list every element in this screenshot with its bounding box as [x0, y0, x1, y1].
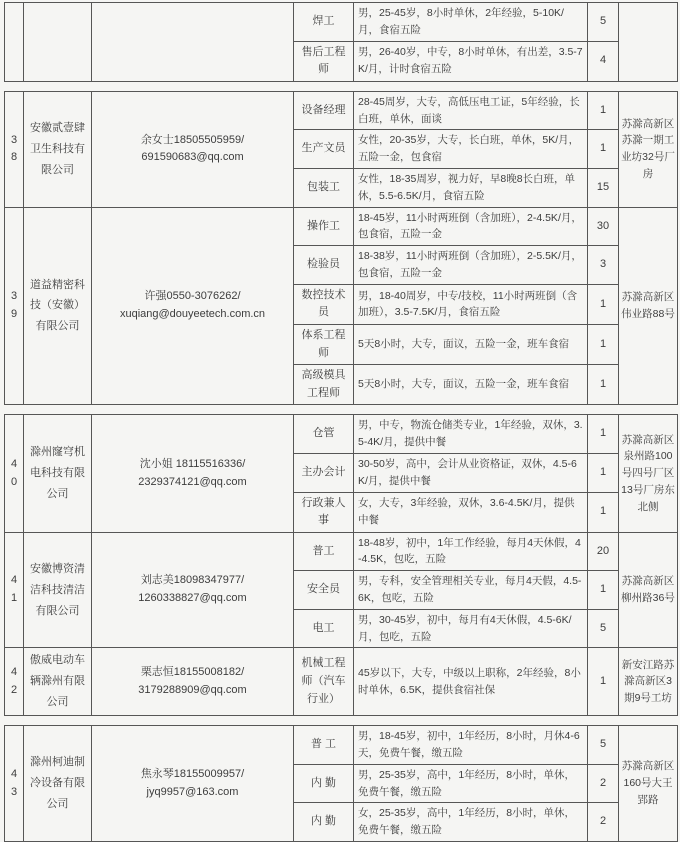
requirements-cell: 男，专科，安全管理相关专业，每月4天假，4.5-6K，包吃，五险 — [354, 571, 588, 610]
row-number-cell: 40 — [5, 415, 24, 532]
company-name-cell: 滁州柯迪制冷设备有限公司 — [24, 726, 92, 842]
headcount-cell: 2 — [588, 764, 619, 803]
headcount-cell: 1 — [588, 571, 619, 610]
company-name-cell: 滁州窿穹机电科技有限公司 — [24, 415, 92, 532]
contact-cell — [92, 415, 294, 532]
position-title-cell: 行政兼人事 — [294, 492, 354, 532]
position-title-cell: 售后工程师 — [294, 41, 354, 81]
requirements-cell: 男，18-45岁，初中，1年经历，8小时，月休4-6天，免费午餐，缴五险 — [354, 726, 588, 765]
contact-cell — [92, 532, 294, 648]
job-table-section-40-42 — [4, 414, 678, 716]
job-table-section-43 — [4, 725, 678, 842]
headcount-cell: 1 — [588, 284, 619, 324]
address-cell: 新安江路苏滁高新区3期9号工坊 — [619, 648, 678, 716]
address-cell: 苏滁高新区苏滁一期工业坊32号厂房 — [619, 91, 678, 207]
requirements-cell: 28-45周岁，大专，高低压电工证，5年经验，长白班，单休，面谈 — [354, 91, 588, 130]
position-title-cell: 安全员 — [294, 571, 354, 610]
table-row — [5, 91, 678, 130]
position-title-cell: 操作工 — [294, 207, 354, 246]
headcount-cell: 3 — [588, 246, 619, 285]
headcount-cell: 1 — [588, 324, 619, 364]
company-name-cell: 安徽贰壹肆卫生科技有限公司 — [24, 91, 92, 207]
table-row — [5, 207, 678, 246]
contact-phone: 余女士18505505959/ — [140, 133, 245, 146]
headcount-cell: 5 — [588, 726, 619, 765]
contact-email: 2329374121@qq.com — [138, 475, 247, 488]
requirements-cell: 5天8小时，大专，面议，五险一金，班车食宿 — [354, 324, 588, 364]
position-title-cell: 电工 — [294, 609, 354, 648]
requirements-cell: 女性，18-35周岁，视力好，早8晚8长白班，单休，5.5-6.5K/月，食宿五险 — [354, 168, 588, 207]
company-name-cell: 傲威电动车辆滁州有限公司 — [24, 648, 92, 716]
contact-cell — [92, 207, 294, 405]
row-number-cell: 42 — [5, 648, 24, 716]
requirements-cell: 30-50岁，高中，会计从业资格证，双休，4.5-6K/月，提供中餐 — [354, 453, 588, 492]
row-number-cell — [5, 3, 24, 82]
requirements-cell: 男，30-45岁，初中，每月有4天休假，4.5-6K/月，包吃，五险 — [354, 609, 588, 648]
headcount-cell: 2 — [588, 803, 619, 842]
position-title-cell: 内 勤 — [294, 764, 354, 803]
position-title-cell: 生产文员 — [294, 130, 354, 169]
headcount-cell: 1 — [588, 365, 619, 405]
requirements-cell: 男，18-40周岁，中专/技校，11小时两班倒（含加班），3.5-7.5K/月，食宿五险 — [354, 284, 588, 324]
contact-cell — [92, 91, 294, 207]
contact-cell — [92, 3, 294, 82]
row-number-cell: 41 — [5, 532, 24, 648]
requirements-cell: 女性，20-35岁，大专，长白班，单休，5K/月，五险一金，包食宿 — [354, 130, 588, 169]
address-cell — [619, 3, 678, 82]
contact-email: 3179288909@qq.com — [138, 683, 247, 696]
headcount-cell: 1 — [588, 415, 619, 454]
contact-phone: 刘志美18098347977/ — [140, 574, 245, 587]
position-title-cell: 内 勤 — [294, 803, 354, 842]
headcount-cell: 15 — [588, 168, 619, 207]
position-title-cell: 仓管 — [294, 415, 354, 454]
address-cell: 苏滁高新区160号大王郢路 — [619, 726, 678, 842]
table-row — [5, 415, 678, 454]
position-title-cell: 普工 — [294, 532, 354, 571]
table-body — [5, 91, 678, 405]
table-row — [5, 3, 678, 42]
table-body — [5, 415, 678, 716]
position-title-cell: 包装工 — [294, 168, 354, 207]
position-title-cell: 普 工 — [294, 726, 354, 765]
position-title-cell: 高级模具工程师 — [294, 365, 354, 405]
job-table-section-38-39 — [4, 91, 678, 406]
position-title-cell: 主办会计 — [294, 453, 354, 492]
contact-email: jyq9957@163.com — [146, 785, 239, 798]
company-name-cell — [24, 3, 92, 82]
requirements-cell: 女，大专，3年经验，双休，3.6-4.5K/月，提供中餐 — [354, 492, 588, 532]
contact-cell — [92, 648, 294, 716]
contact-email: 1260338827@qq.com — [138, 592, 247, 605]
contact-phone: 许强0550-3076262/ — [144, 290, 241, 303]
address-cell: 苏滁高新区柳州路36号 — [619, 532, 678, 648]
contact-email: xuqiang@douyeetech.com.cn — [119, 307, 266, 320]
headcount-cell: 1 — [588, 130, 619, 169]
contact-cell — [92, 726, 294, 842]
table-body — [5, 3, 678, 82]
table-body — [5, 726, 678, 842]
headcount-cell: 5 — [588, 3, 619, 42]
requirements-cell: 5天8小时，大专，面议，五险一金，班车食宿 — [354, 365, 588, 405]
position-title-cell: 机械工程师（汽车行业） — [294, 648, 354, 716]
contact-email: 691590683@qq.com — [141, 151, 244, 164]
contact-phone: 焦永琴18155009957/ — [140, 767, 245, 780]
address-cell: 苏滁高新区伟业路88号 — [619, 207, 678, 405]
requirements-cell: 18-48岁，初中，1年工作经验，每月4天休假，4-4.5K，包吃，五险 — [354, 532, 588, 571]
address-cell: 苏滁高新区泉州路100号四号厂区13号厂房东北侧 — [619, 415, 678, 532]
requirements-cell: 45岁以下，大专，中级以上职称，2年经验，8小时单休，6.5K，提供食宿社保 — [354, 648, 588, 716]
headcount-cell: 5 — [588, 609, 619, 648]
contact-phone: 栗志恒18155008182/ — [140, 666, 245, 679]
headcount-cell: 1 — [588, 453, 619, 492]
company-name-cell: 道益精密科技（安徽）有限公司 — [24, 207, 92, 405]
row-number-cell: 39 — [5, 207, 24, 405]
requirements-cell: 18-38岁，11小时两班倒（含加班），2-5.5K/月，包食宿，五险一金 — [354, 246, 588, 285]
position-title-cell: 体系工程师 — [294, 324, 354, 364]
row-number-cell: 43 — [5, 726, 24, 842]
contact-phone: 沈小姐 18115516336/ — [139, 457, 246, 470]
job-table-section-partial-top — [4, 2, 678, 82]
row-number-cell: 38 — [5, 91, 24, 207]
position-title-cell: 数控技术员 — [294, 284, 354, 324]
table-row — [5, 532, 678, 571]
requirements-cell: 男，中专，物流仓储类专业，1年经验，双休，3.5-4K/月，提供中餐 — [354, 415, 588, 454]
requirements-cell: 18-45岁，11小时两班倒（含加班），2-4.5K/月，包食宿，五险一金 — [354, 207, 588, 246]
table-row — [5, 726, 678, 765]
position-title-cell: 检验员 — [294, 246, 354, 285]
position-title-cell: 设备经理 — [294, 91, 354, 130]
headcount-cell: 1 — [588, 492, 619, 532]
requirements-cell: 男，26-40岁，中专，8小时单休，有出差，3.5-7K/月，计时食宿五险 — [354, 41, 588, 81]
table-row — [5, 648, 678, 716]
headcount-cell: 1 — [588, 648, 619, 716]
requirements-cell: 男，25-35岁，高中，1年经历，8小时，单休，免费午餐，缴五险 — [354, 764, 588, 803]
company-name-cell: 安徽博资清洁科技清洁有限公司 — [24, 532, 92, 648]
headcount-cell: 30 — [588, 207, 619, 246]
headcount-cell: 1 — [588, 91, 619, 130]
requirements-cell: 女，25-35岁，高中，1年经历，8小时，单休，免费午餐，缴五险 — [354, 803, 588, 842]
requirements-cell: 男，25-45岁，8小时单休，2年经验，5-10K/月，食宿五险 — [354, 3, 588, 42]
position-title-cell: 焊工 — [294, 3, 354, 42]
headcount-cell: 4 — [588, 41, 619, 81]
headcount-cell: 20 — [588, 532, 619, 571]
